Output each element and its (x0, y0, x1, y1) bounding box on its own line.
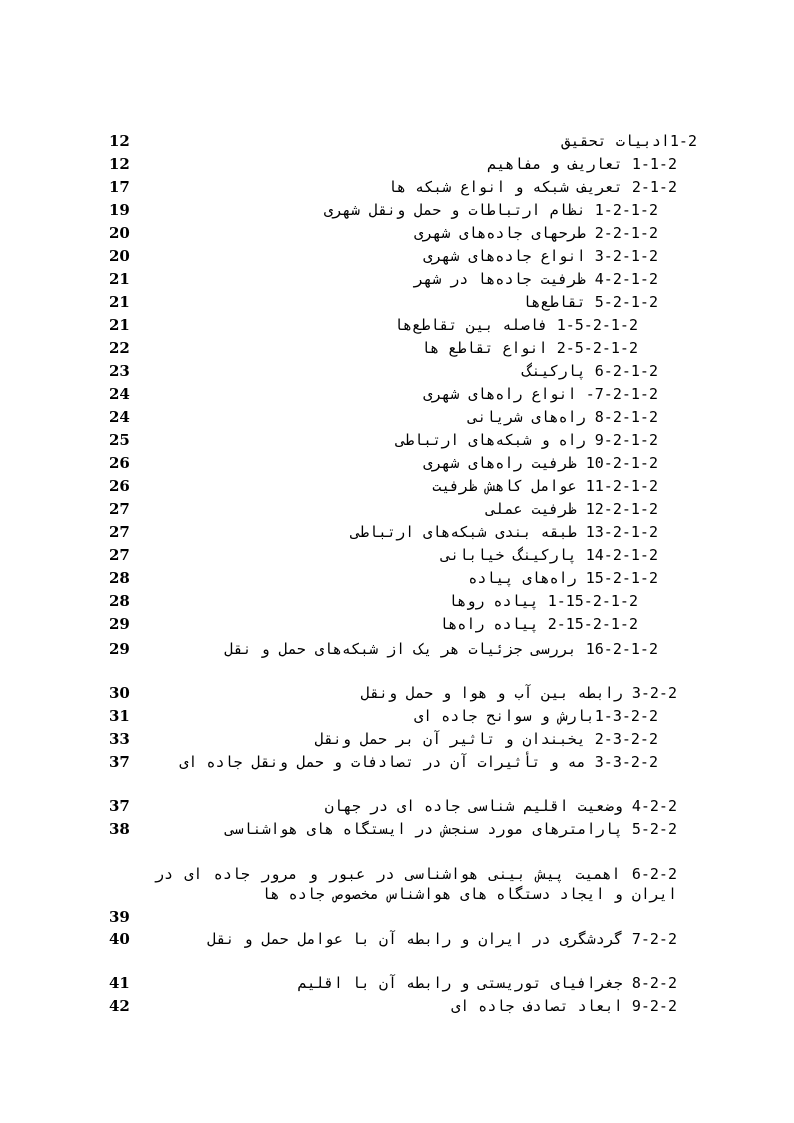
toc-page-number: 21 (109, 270, 130, 288)
toc-entry-title: 5-2-2 پارامترهای مورد سنجش در ایستگاه های هواشناسی (225, 820, 677, 838)
toc-entry-title: 10-2-1-2 ظرفیت راه‌های شهری (423, 454, 658, 472)
toc-entry-title: 1-3-2-2بارش و سوانح جاده ای (414, 707, 658, 725)
toc-entry-title: 3-2-1-2 انواع جاده‌های شهری (423, 247, 658, 265)
toc-entry-title: 6-2-2 اهمیت پیش بینی هواشناسی در عبور و مرور جاده ای در ایران و ایجاد دستگاه های هواشناس مخصوص جاده ها (155, 865, 677, 903)
toc-page-number: 31 (109, 707, 130, 725)
toc-page-number: 40 (109, 930, 130, 948)
toc-page-number: 28 (109, 592, 130, 610)
toc-page-number: 26 (109, 454, 130, 472)
toc-entry-title: 8-2-2 جغرافیای توریستی و رابطه آن با اقلیم (297, 974, 677, 992)
toc-entry-title: 12-2-1-2 ظرفیت عملی (486, 500, 658, 518)
toc-entry-title: 7-2-1-2- انواع راه‌های شهری (423, 385, 658, 403)
toc-page-number: 23 (109, 362, 130, 380)
toc-page-number: 19 (109, 201, 130, 219)
toc-entry-title: 9-2-2 ابعاد تصادف جاده ای (451, 997, 677, 1015)
toc-entry-title: 5-2-1-2 تقاطع‌ها (522, 293, 658, 311)
toc-entry-title: 15-2-1-2 راه‌های پیاده (468, 569, 658, 587)
toc-entry-title: 1-2ادبیات تحقیق (561, 132, 697, 150)
toc-page-number: 24 (109, 385, 130, 403)
toc-page-number: 37 (109, 753, 130, 771)
toc-page-number: 25 (109, 431, 130, 449)
toc-page-number: 21 (109, 316, 130, 334)
toc-page-number: 33 (109, 730, 130, 748)
toc-page-number: 17 (109, 178, 130, 196)
toc-entry-title: 7-2-2 گردشگری در ایران و رابطه آن با عوامل حمل و نقل (207, 930, 677, 948)
toc-entry-title: 4-2-2 وضعیت اقلیم شناسی جاده ای در جهان (324, 797, 677, 815)
toc-entry-title: 2-2-1-2 طرحهای جاده‌های شهری (414, 224, 658, 242)
toc-entry-title: 8-2-1-2 راه‌های شریانی (468, 408, 658, 426)
toc-page-number: 20 (109, 224, 130, 242)
toc-page-number: 29 (109, 615, 130, 633)
toc-entry-title: 1-15-2-1-2 پیاده روها (448, 592, 638, 610)
toc-entry-title: 2-5-2-1-2 انواع تقاطع ها (421, 339, 638, 357)
toc-entry-title: 6-2-1-2 پارکینگ (522, 362, 658, 380)
toc-page-number: 39 (109, 908, 130, 926)
toc-entry-title: 9-2-1-2 راه و شبکه‌های ارتباطی (396, 431, 658, 449)
toc-entry-title: 1-1-2 تعاریف و مفاهیم (487, 155, 677, 173)
toc-entry-title: 16-2-1-2 بررسی جزئیات هر یک از شبکه‌های حمل و نقل (224, 640, 658, 658)
toc-page-number: 30 (109, 684, 130, 702)
toc-entry-title: 13-2-1-2 طبقه بندی شبکه‌های ارتباطی (350, 523, 658, 541)
toc-entry-title: 3-2-2 رابطه بین آب و هوا و حمل ونقل (360, 684, 677, 702)
toc-entry-title: 3-3-2-2 مه و تأثیرات آن در تصادفات و حمل ونقل جاده ای (179, 753, 658, 771)
toc-entry-title: 14-2-1-2 پارکینگ خیابانی (441, 546, 658, 564)
toc-page-number: 24 (109, 408, 130, 426)
toc-entry-title: 2-3-2-2 یخبندان و تاثیر آن بر حمل ونقل (314, 730, 658, 748)
toc-page-number: 21 (109, 293, 130, 311)
toc-page-number: 28 (109, 569, 130, 587)
toc-page-number: 38 (109, 820, 130, 838)
toc-entry-title: 4-2-1-2 ظرفیت جاده‌ها در شهر (414, 270, 658, 288)
toc-page-number: 12 (109, 155, 130, 173)
toc-page-number: 20 (109, 247, 130, 265)
toc-page-number: 37 (109, 797, 130, 815)
toc-page-number: 12 (109, 132, 130, 150)
toc-page-number: 26 (109, 477, 130, 495)
toc-entry-title: 2-15-2-1-2 پیاده راه‌ها (439, 615, 638, 633)
toc-entry-title: 1-2-1-2 نظام ارتباطات و حمل ونقل شهری (323, 201, 658, 219)
toc-page-number: 41 (109, 974, 130, 992)
toc-entry-title: 1-5-2-1-2 فاصله بین تقاطع‌ها (394, 316, 638, 334)
toc-entry-title: 2-1-2 تعریف شبکه و انواع شبکه ها (388, 178, 677, 196)
toc-page-number: 29 (109, 640, 130, 658)
toc-page-number: 22 (109, 339, 130, 357)
toc-page-number: 27 (109, 546, 130, 564)
toc-entry-title: 11-2-1-2 عوامل کاهش ظرفیت (432, 477, 658, 495)
toc-page-number: 42 (109, 997, 130, 1015)
toc-page-number: 27 (109, 500, 130, 518)
toc-page-number: 27 (109, 523, 130, 541)
